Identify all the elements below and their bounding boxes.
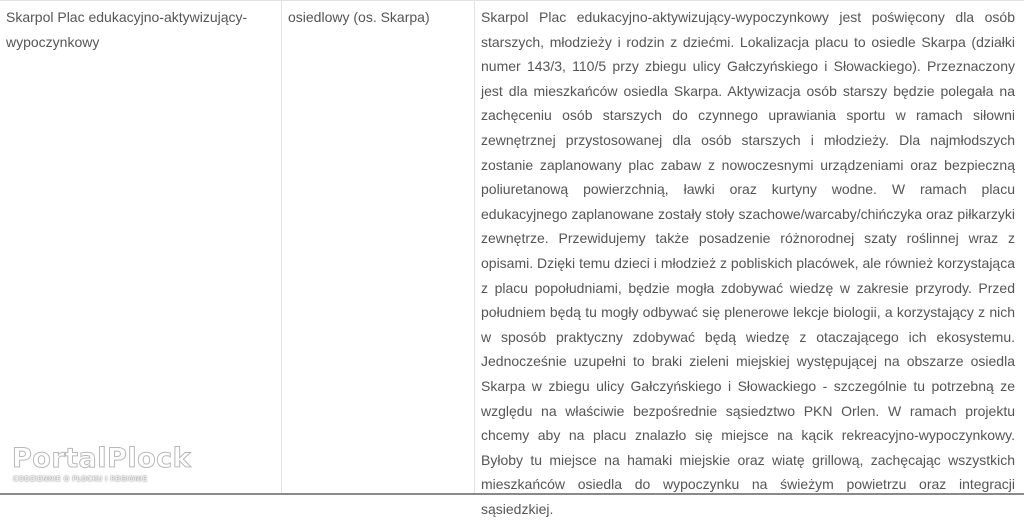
watermark-logo: PortalPlock	[12, 443, 192, 474]
column-divider	[474, 1, 475, 493]
portal-watermark	[12, 443, 192, 490]
watermark-tagline: CODZIENNIE O PŁOCKU I REGIONIE	[13, 475, 148, 483]
project-name-cell: Skarpol Plac edukacyjno-aktywizujący-wypoczynkowy	[6, 9, 248, 50]
column-divider	[281, 1, 282, 493]
project-description-cell: Skarpol Plac edukacyjno-aktywizujący-wypoczynkowy jest poświęcony dla osób starszych, młodzieży i rodzin z dziećmi. Lokalizacja placu to osiedle Skarpa (działki numer 143/3, 110/5 przy zbiegu ulicy Gałczyńskiego i Słowackiego). Przeznaczony jest dla mieszkańców osiedla Skarpa. Aktywizacja osób starszy będzie polegała na zachęceniu osób starszych do czynnego uprawiania sportu w ramach siłowni zewnętrznej przystosowanej dla osób starszych i młodzieży. Dla najmłodszych zostanie zaplanowany plac zabaw z nowoczesnymi urządzeniami oraz bezpieczną poliuretanową powierzchnią, ławki oraz kurtyny wodne. W ramach placu edukacyjnego zaplanowane zostały stoły szachowe/warcaby/chińczyka oraz piłkarzyki zewnętrze. Przewidujemy także posadzenie różnorodnej szaty roślinnej wraz z opisami. Dzięki temu dzieci i młodzież z pobliskich placówek, ale również korzystająca z placu popołudniami, będzie mogła zdobywać wiedzę w zakresie przyrody. Przed południem będą tu mogły odbywać się plenerowe lekcje biologii, a korzystający z nich w sposób praktyczny zdobywać będą wiedzę z otaczającego ich ekosystemu. Jednocześnie uzupełni to braki zieleni miejskiej występującej na obszarze osiedla Skarpa w zbiegu ulicy Gałczyńskiego i Słowackiego - szczególnie tu potrzebną ze względu na właściwie bezpośrednie sąsiedztwo PKN Orlen. W ramach projektu chcemy aby na placu znalazło się miejsce na kącik rekreacyjno-wypoczynkowy. Byłoby tu miejsce na hamaki miejskie oraz wiatę grillową, zachęcając wszystkich mieszkańców osiedla do wypoczynku na świeżym powietrzu oraz integracji sąsiedzkiej.	[481, 9, 1015, 517]
project-location-cell: osiedlowy (os. Skarpa)	[288, 9, 430, 25]
